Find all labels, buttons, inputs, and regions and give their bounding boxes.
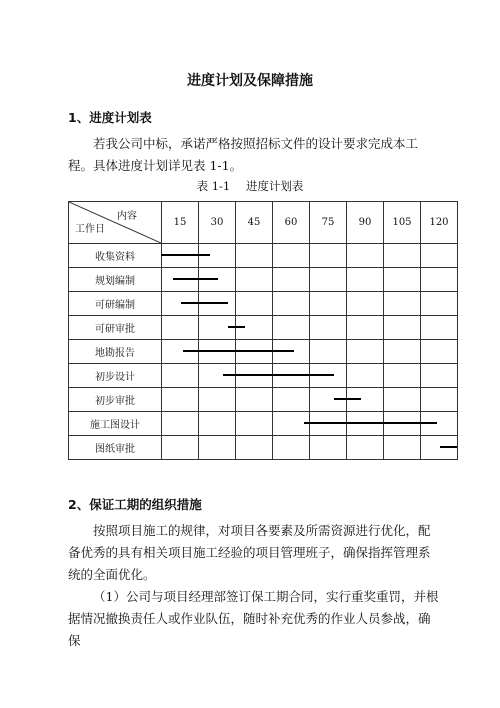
schedule-cell	[347, 364, 384, 388]
schedule-cell	[310, 316, 347, 340]
schedule-cell	[162, 364, 199, 388]
table-caption-title: 进度计划表	[245, 179, 304, 193]
gantt-bar	[304, 422, 437, 424]
schedule-cell	[347, 244, 384, 268]
schedule-cell	[384, 268, 421, 292]
gantt-bar	[223, 374, 334, 376]
schedule-cell	[384, 388, 421, 412]
task-label: 可研审批	[69, 316, 162, 340]
schedule-cell	[347, 316, 384, 340]
section2-heading: 2、保证工期的组织措施	[68, 497, 202, 512]
table-row	[69, 292, 458, 316]
schedule-cell	[236, 268, 273, 292]
task-label: 初步设计	[69, 364, 162, 388]
schedule-cell	[236, 412, 273, 436]
column-header: 30	[199, 202, 236, 244]
table-row	[69, 268, 458, 292]
schedule-cell	[162, 436, 199, 460]
schedule-cell	[384, 340, 421, 364]
task-label: 地勘报告	[69, 340, 162, 364]
schedule-cell	[421, 364, 458, 388]
task-label: 施工图设计	[69, 412, 162, 436]
schedule-cell	[421, 268, 458, 292]
schedule-cell	[273, 292, 310, 316]
column-header: 60	[273, 202, 310, 244]
schedule-cell	[199, 388, 236, 412]
schedule-cell	[162, 388, 199, 412]
task-label: 规划编制	[69, 268, 162, 292]
schedule-cell	[162, 412, 199, 436]
column-header: 105	[384, 202, 421, 244]
schedule-cell	[384, 292, 421, 316]
gantt-bar	[181, 302, 228, 304]
gantt-bar	[228, 326, 245, 328]
schedule-cell	[236, 388, 273, 412]
gantt-bar	[173, 278, 217, 280]
column-header: 45	[236, 202, 273, 244]
task-label: 收集资料	[69, 244, 162, 268]
table-row	[69, 244, 458, 268]
schedule-cell	[384, 436, 421, 460]
gantt-bar	[183, 350, 294, 352]
corner-label-workdays: 工作日	[75, 224, 105, 235]
schedule-cell	[421, 340, 458, 364]
schedule-cell	[162, 316, 199, 340]
schedule-cell	[273, 388, 310, 412]
schedule-cell	[347, 268, 384, 292]
section2-paragraph-1: 按照项目施工的规律，对项目各要素及所需资源进行优化，配备优秀的具有相关项目施工经验的项目管理班子，确保指挥管理系统的全面优化。	[68, 523, 431, 582]
schedule-cell	[384, 316, 421, 340]
gantt-bar	[161, 254, 210, 256]
schedule-cell	[384, 244, 421, 268]
table-header-row	[69, 202, 458, 244]
schedule-cell	[421, 388, 458, 412]
schedule-cell	[421, 244, 458, 268]
table-row	[69, 316, 458, 340]
schedule-cell	[273, 316, 310, 340]
column-header: 90	[347, 202, 384, 244]
column-header: 75	[310, 202, 347, 244]
header-corner	[69, 202, 162, 244]
schedule-cell	[310, 268, 347, 292]
table-row	[69, 436, 458, 460]
schedule-cell	[236, 292, 273, 316]
schedule-cell	[273, 436, 310, 460]
column-header: 120	[421, 202, 458, 244]
task-label: 初步审批	[69, 388, 162, 412]
schedule-cell	[236, 244, 273, 268]
section1-heading: 1、进度计划表	[68, 110, 152, 125]
table-caption-number: 表 1-1	[196, 179, 231, 193]
schedule-cell	[199, 412, 236, 436]
schedule-cell	[310, 244, 347, 268]
schedule-cell	[310, 436, 347, 460]
schedule-cell	[347, 292, 384, 316]
column-header: 15	[162, 202, 199, 244]
schedule-cell	[347, 340, 384, 364]
corner-label-content: 内容	[117, 211, 137, 222]
table-caption	[0, 178, 500, 194]
schedule-cell	[310, 292, 347, 316]
gantt-bar	[440, 446, 457, 448]
schedule-cell	[273, 268, 310, 292]
schedule-cell	[236, 436, 273, 460]
task-label: 可研编制	[69, 292, 162, 316]
section1-paragraph	[68, 133, 440, 177]
task-label: 图纸审批	[69, 436, 162, 460]
schedule-cell	[199, 436, 236, 460]
schedule-cell	[421, 316, 458, 340]
schedule-cell	[310, 340, 347, 364]
section2-paragraphs	[68, 520, 440, 652]
document-title: 进度计划及保障措施	[187, 73, 313, 89]
table-row	[69, 388, 458, 412]
gantt-bar	[334, 398, 361, 400]
section1-text: 若我公司中标，承诺严格按照招标文件的设计要求完成本工程。具体进度计划详见表 1-1。	[68, 136, 419, 173]
schedule-cell	[347, 436, 384, 460]
schedule-cell	[273, 244, 310, 268]
schedule-cell	[384, 364, 421, 388]
section2-paragraph-2: （1）公司与项目经理部签订保工期合同，实行重奖重罚，并根据情况撤换责任人或作业队伍，随时补充优秀的作业人员参战，确保	[68, 589, 439, 648]
schedule-cell	[421, 292, 458, 316]
